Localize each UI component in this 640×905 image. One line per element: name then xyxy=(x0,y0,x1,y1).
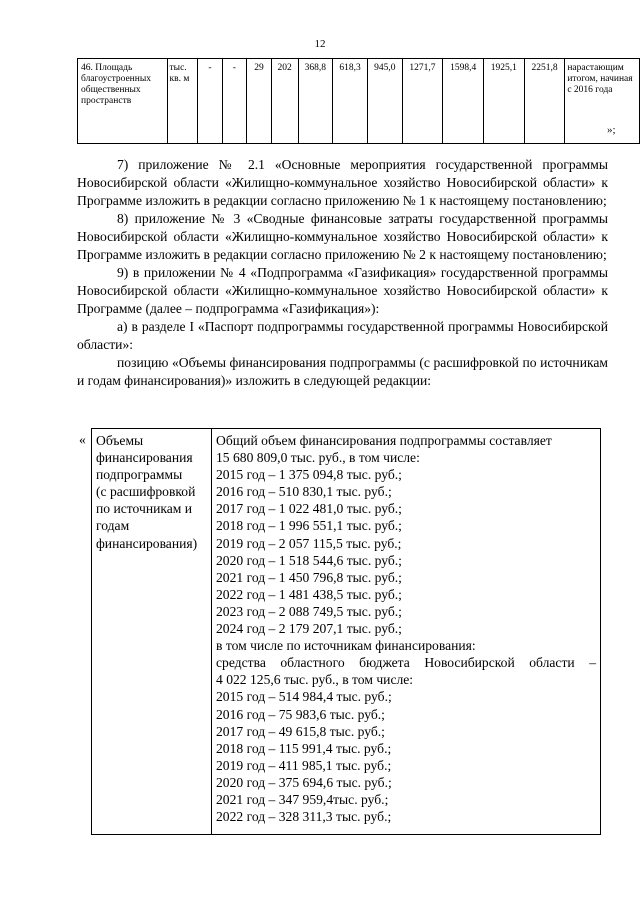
financing-line: 2021 год – 347 959,4тыс. руб.; xyxy=(216,791,389,807)
indicator-value: 202 xyxy=(271,59,298,144)
label-line: годам xyxy=(96,518,130,534)
financing-line: 2017 год – 49 615,8 тыс. руб.; xyxy=(216,723,385,739)
financing-details xyxy=(212,429,600,834)
financing-table xyxy=(91,428,601,835)
paragraph: позицию «Объемы финансирования подпрограммы (с расшифровкой по источникам и годам финансирования)» изложить в следующей редакции: xyxy=(77,355,608,388)
indicator-value: 945,0 xyxy=(367,59,402,144)
paragraph: а) в разделе I «Паспорт подпрограммы государственной программы Новосибирской области»: xyxy=(77,319,608,352)
page-number: 12 xyxy=(314,38,326,50)
opening-quote: « xyxy=(79,432,86,447)
paragraph: 7) приложение № 2.1 «Основные мероприятия государственной программы Новосибирской области «Жилищно-коммунальное хозяйство Новосибирской области» к Программе изложить в редакции согласно приложению № 1 к настоящему постановлению; xyxy=(77,157,608,208)
financing-line: 2022 год – 328 311,3 тыс. руб.; xyxy=(216,809,392,825)
label-line: Объемы xyxy=(96,433,144,448)
label-line: подпрограммы xyxy=(96,467,183,483)
financing-line: 2020 год – 375 694,6 тыс. руб.; xyxy=(216,774,392,790)
indicator-unit: тыс. кв. м xyxy=(167,59,198,144)
financing-line: Общий объем финансирования подпрограммы составляет xyxy=(216,433,552,448)
financing-line: 2018 год – 115 991,4 тыс. руб.; xyxy=(216,740,392,756)
financing-line: 2019 год – 411 985,1 тыс. руб.; xyxy=(216,757,392,773)
financing-line: 2023 год – 2 088 749,5 тыс. руб.; xyxy=(216,603,402,619)
financing-line: 2021 год – 1 450 796,8 тыс. руб.; xyxy=(216,569,402,585)
indicator-value: 29 xyxy=(247,59,272,144)
financing-line: средства областного бюджета Новосибирской области – xyxy=(216,655,596,671)
indicator-note: нарастающим итогом, начиная с 2016 года xyxy=(565,59,640,144)
financing-line: 2015 год – 514 984,4 тыс. руб.; xyxy=(216,689,392,705)
label-line: по источникам и xyxy=(96,501,193,517)
indicator-value: 2251,8 xyxy=(524,59,565,144)
financing-line: 15 680 809,0 тыс. руб., в том числе: xyxy=(216,450,420,466)
financing-line: 2020 год – 1 518 544,6 тыс. руб.; xyxy=(216,552,402,568)
financing-line: 2018 год – 1 996 551,1 тыс. руб.; xyxy=(216,518,402,534)
financing-line: 2022 год – 1 481 438,5 тыс. руб.; xyxy=(216,586,402,602)
financing-line: 2016 год – 510 830,1 тыс. руб.; xyxy=(216,484,392,500)
indicator-value: 1925,1 xyxy=(484,59,525,144)
indicator-value: - xyxy=(198,59,222,144)
body-text xyxy=(77,156,608,390)
financing-line: 4 022 125,6 тыс. руб., в том числе: xyxy=(216,672,414,688)
paragraph: 9) в приложении № 4 «Подпрограмма «Газификация» государственной программы Новосибирской области «Жилищно-коммунальное хозяйство Новосибирской области» к Программе (далее – подпрограмма «Газификация»): xyxy=(77,265,608,316)
financing-line: 2019 год – 2 057 115,5 тыс. руб.; xyxy=(216,535,402,551)
indicator-value: 618,3 xyxy=(333,59,368,144)
financing-line: 2017 год – 1 022 481,0 тыс. руб.; xyxy=(216,501,402,517)
paragraph: 8) приложение № 3 «Сводные финансовые затраты государственной программы Новосибирской области «Жилищно-коммунальное хозяйство Новосибирской области» к Программе изложить в редакции согласно приложению № 2 к настоящему постановлению; xyxy=(77,211,608,262)
label-line: финансирования xyxy=(96,450,193,466)
financing-label xyxy=(92,429,212,834)
financing-line: 2016 год – 75 983,6 тыс. руб.; xyxy=(216,706,385,722)
closing-quote: »; xyxy=(607,124,616,136)
financing-line: в том числе по источникам финансирования: xyxy=(216,638,476,654)
table-row xyxy=(78,59,640,144)
label-line: финансирования) xyxy=(96,535,198,551)
indicator-value: - xyxy=(222,59,246,144)
indicator-value: 1271,7 xyxy=(402,59,443,144)
financing-line: 2015 год – 1 375 094,8 тыс. руб.; xyxy=(216,467,402,483)
indicator-value: 368,8 xyxy=(298,59,333,144)
indicator-name: 46. Площадь благоустроенных общественных пространств xyxy=(78,59,168,144)
indicator-value: 1598,4 xyxy=(443,59,484,144)
financing-line: 2024 год – 2 179 207,1 тыс. руб.; xyxy=(216,621,402,637)
indicator-table xyxy=(77,58,640,144)
label-line: (с расшифровкой xyxy=(96,484,196,500)
